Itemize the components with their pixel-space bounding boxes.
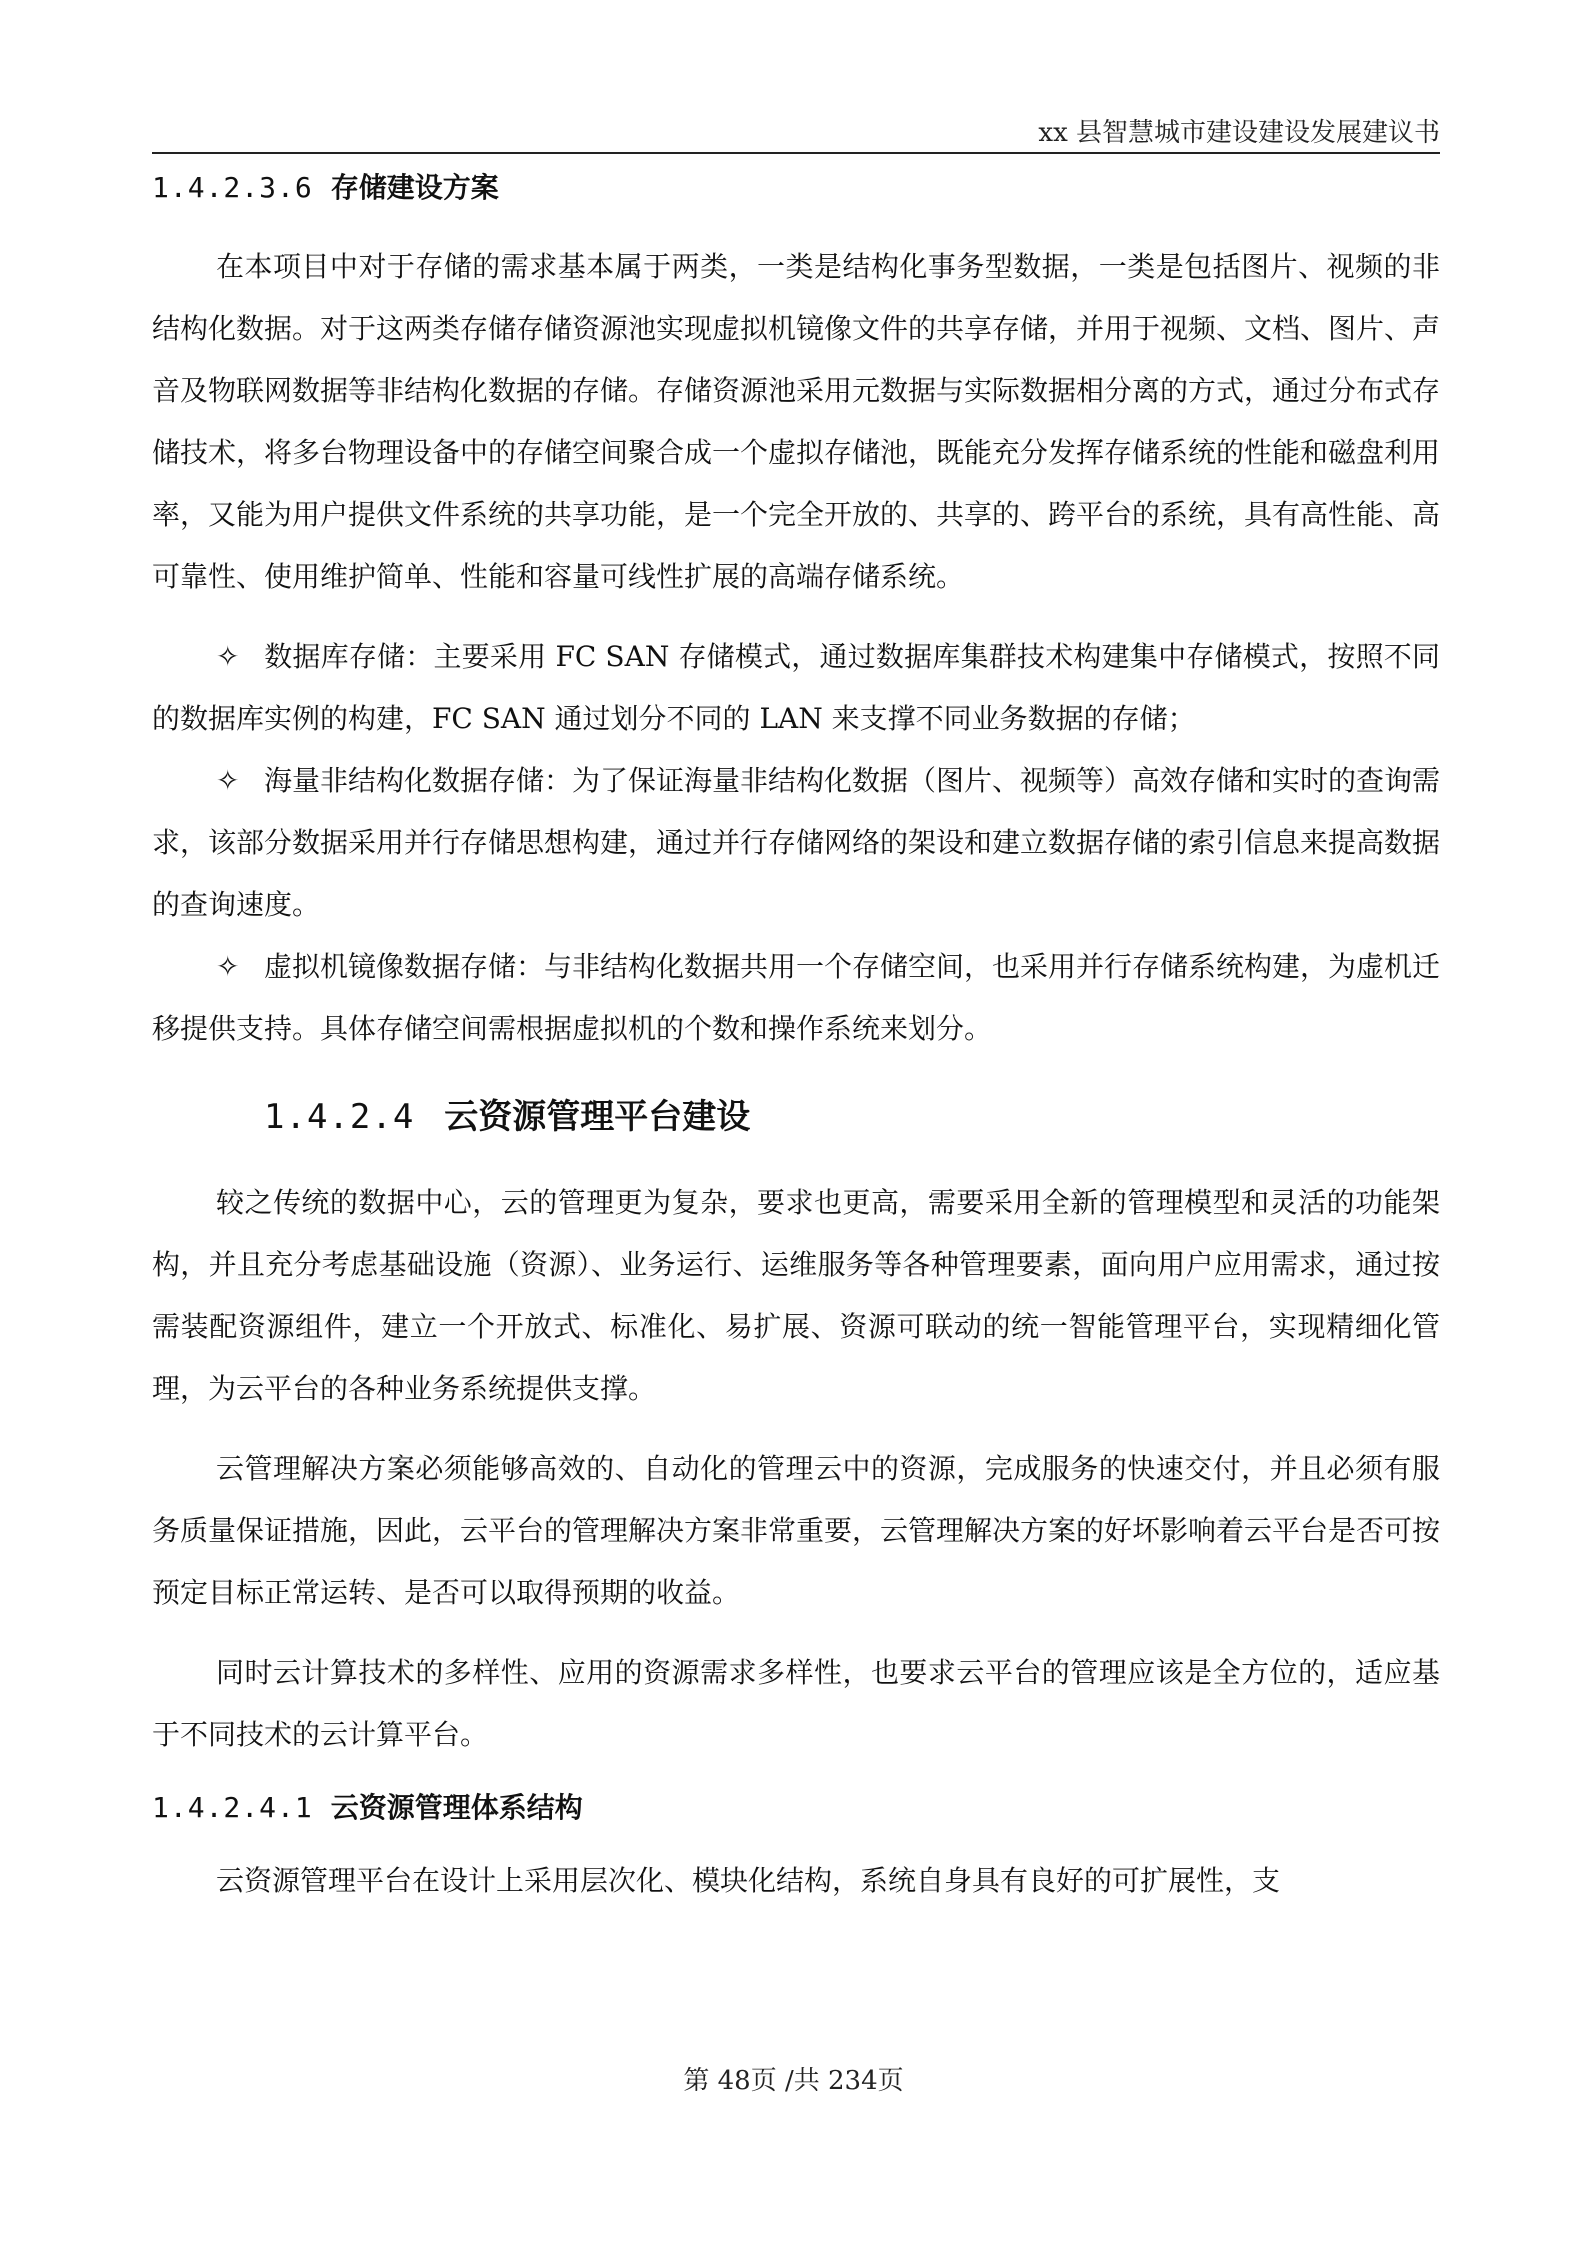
section-number: 1.4.2.4 <box>264 1097 415 1137</box>
diamond-bullet-icon: ✧ <box>216 640 240 673</box>
bullet-item <box>152 626 1440 750</box>
body-paragraph: 云资源管理平台在设计上采用层次化、模块化结构，系统自身具有良好的可扩展性，支 <box>216 1864 1281 1897</box>
section-title: 云资源管理平台建设 <box>444 1097 751 1137</box>
running-header: xx 县智慧城市建设建设发展建议书 <box>1038 118 1440 148</box>
body-paragraph: 云管理解决方案必须能够高效的、自动化的管理云中的资源，完成服务的快速交付，并且必须有服务质量保证措施，因此，云平台的管理解决方案非常重要，云管理解决方案的好坏影响着云平台是否可按预定目标正常运转、是否可以取得预期的收益。 <box>152 1452 1441 1609</box>
bullet-text: 虚拟机镜像数据存储：与非结构化数据共用一个存储空间，也采用并行存储系统构建，为虚机迁移提供支持。具体存储空间需根据虚拟机的个数和操作系统来划分。 <box>152 950 1441 1045</box>
section-heading-storage <box>152 166 1440 210</box>
page-number: 第 48页 /共 234页 <box>683 2066 904 2096</box>
section-title: 存储建设方案 <box>330 171 499 204</box>
bullet-item <box>152 750 1440 936</box>
diamond-bullet-icon: ✧ <box>216 950 240 983</box>
section-title: 云资源管理体系结构 <box>330 1791 583 1824</box>
section-number: 1.4.2.3.6 <box>152 171 313 204</box>
bullet-text: 海量非结构化数据存储：为了保证海量非结构化数据（图片、视频等）高效存储和实时的查询需求，该部分数据采用并行存储思想构建，通过并行存储网络的架设和建立数据存储的索引信息来提高数据的查询速度。 <box>152 764 1441 921</box>
header-rule <box>152 152 1440 154</box>
section-number: 1.4.2.4.1 <box>152 1791 313 1824</box>
body-paragraph: 较之传统的数据中心，云的管理更为复杂，要求也更高，需要采用全新的管理模型和灵活的功能架构，并且充分考虑基础设施（资源）、业务运行、运维服务等各种管理要素，面向用户应用需求，通过按需装配资源组件，建立一个开放式、标准化、易扩展、资源可联动的统一智能管理平台，实现精细化管理，为云平台的各种业务系统提供支撑。 <box>152 1186 1440 1405</box>
storage-intro-paragraph: 在本项目中对于存储的需求基本属于两类，一类是结构化事务型数据，一类是包括图片、视频的非结构化数据。对于这两类存储存储资源池实现虚拟机镜像文件的共享存储，并用于视频、文档、图片、声音及物联网数据等非结构化数据的存储。存储资源池采用元数据与实际数据相分离的方式，通过分布式存储技术，将多台物理设备中的存储空间聚合成一个虚拟存储池，既能充分发挥存储系统的性能和磁盘利用率，又能为用户提供文件系统的共享功能，是一个完全开放的、共享的、跨平台的系统，具有高性能、高可靠性、使用维护简单、性能和容量可线性扩展的高端存储系统。 <box>152 250 1441 593</box>
section-heading-architecture <box>152 1786 1440 1830</box>
body-paragraph: 同时云计算技术的多样性、应用的资源需求多样性，也要求云平台的管理应该是全方位的，适应基于不同技术的云计算平台。 <box>152 1656 1440 1751</box>
page-body <box>152 158 1440 1930</box>
bullet-item <box>152 936 1440 1060</box>
bullet-text: 数据库存储：主要采用 FC SAN 存储模式，通过数据库集群技术构建集中存储模式，按照不同的数据库实例的构建，FC SAN 通过划分不同的 LAN 来支撑不同业务数据的存储； <box>152 640 1440 735</box>
section-heading-cloud-management <box>264 1090 1440 1144</box>
diamond-bullet-icon: ✧ <box>216 764 240 797</box>
